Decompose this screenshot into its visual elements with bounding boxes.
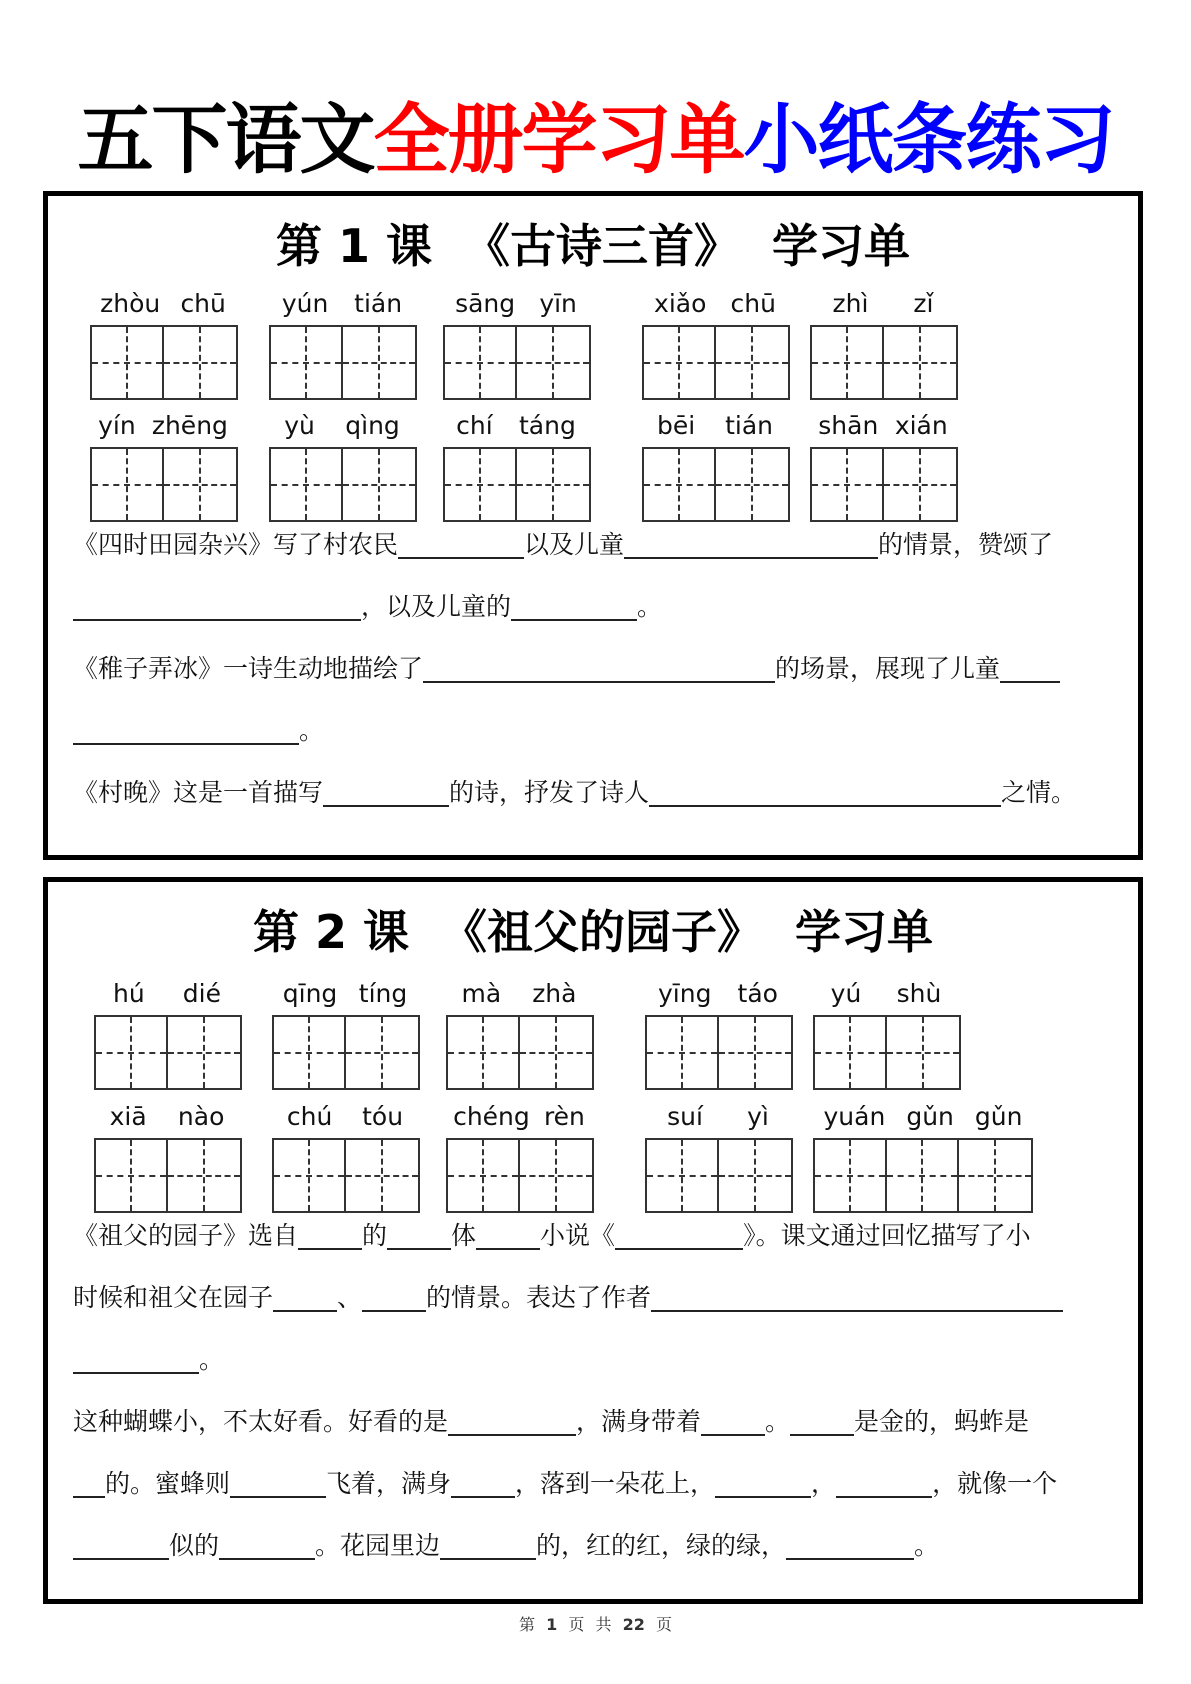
fill-in-sentence: 时候和祖父在园子 、 的情景。表达了作者 bbox=[73, 1267, 1118, 1329]
writing-grid[interactable] bbox=[810, 447, 958, 522]
title-part-worksheet: 全册学习单 bbox=[373, 95, 744, 184]
pinyin-label: zhì zǐ bbox=[832, 289, 934, 318]
answer-blank[interactable] bbox=[273, 1282, 337, 1312]
fill-in-sentence: 似的 。花园里边 的，红的红，绿的绿， 。 bbox=[73, 1515, 1118, 1577]
answer-blank[interactable] bbox=[73, 715, 299, 745]
pinyin-label: yún tián bbox=[281, 289, 403, 318]
answer-blank[interactable] bbox=[649, 777, 1001, 807]
writing-grid[interactable] bbox=[446, 1138, 594, 1213]
answer-blank[interactable] bbox=[362, 1282, 426, 1312]
answer-blank[interactable] bbox=[701, 1406, 765, 1436]
fill-in-sentence: 《祖父的园子》选自 的 体 小说《 》。课文通过回忆描写了小 bbox=[73, 1221, 1031, 1250]
title-part-practice: 小纸条练习 bbox=[743, 95, 1114, 184]
writing-grid[interactable] bbox=[810, 325, 958, 400]
pinyin-label: yín zhēng bbox=[98, 411, 228, 440]
answer-blank[interactable] bbox=[230, 1468, 326, 1498]
pinyin-label: chí táng bbox=[456, 411, 576, 440]
writing-grid[interactable] bbox=[813, 1138, 1033, 1213]
fill-in-sentence: 《村晚》这是一首描写 的诗，抒发了诗人 之情。 bbox=[73, 778, 1077, 807]
answer-blank[interactable] bbox=[73, 1344, 199, 1374]
writing-grid[interactable] bbox=[645, 1138, 793, 1213]
pinyin-label: mà zhà bbox=[461, 979, 577, 1008]
answer-blank[interactable] bbox=[73, 1468, 105, 1498]
answer-blank[interactable] bbox=[323, 777, 449, 807]
pinyin-label: xiǎo chū bbox=[654, 289, 776, 318]
lesson-1-title: 第 1 课 《古诗三首》 学习单 bbox=[275, 219, 911, 273]
current-page: 1 bbox=[546, 1615, 558, 1634]
page-title bbox=[0, 92, 1191, 188]
pinyin-label: hú dié bbox=[113, 979, 221, 1008]
answer-blank[interactable] bbox=[73, 1530, 169, 1560]
writing-grid[interactable] bbox=[269, 447, 417, 522]
answer-blank[interactable] bbox=[615, 1220, 743, 1250]
answer-blank[interactable] bbox=[1000, 653, 1060, 683]
writing-grid[interactable] bbox=[645, 1015, 793, 1090]
answer-blank[interactable] bbox=[448, 1406, 576, 1436]
lesson-2-title: 第 2 课 《祖父的园子》 学习单 bbox=[252, 905, 934, 959]
pinyin-label: chú tóu bbox=[286, 1102, 404, 1131]
writing-grid[interactable] bbox=[642, 447, 790, 522]
answer-blank[interactable] bbox=[786, 1530, 914, 1560]
fill-in-sentence: 。 bbox=[73, 700, 1118, 762]
answer-blank[interactable] bbox=[219, 1530, 315, 1560]
writing-grid[interactable] bbox=[94, 1015, 242, 1090]
pinyin-label: chéng rèn bbox=[453, 1102, 585, 1131]
writing-grid[interactable] bbox=[94, 1138, 242, 1213]
writing-grid[interactable] bbox=[272, 1015, 420, 1090]
lesson-2-card bbox=[43, 877, 1143, 1604]
writing-grid[interactable] bbox=[90, 325, 238, 400]
pinyin-label: suí yì bbox=[667, 1102, 769, 1131]
writing-grid[interactable] bbox=[90, 447, 238, 522]
fill-in-sentence: 的。蜜蜂则 飞着，满身 ，落到一朵花上， ， ，就像一个 bbox=[73, 1453, 1118, 1515]
writing-grid[interactable] bbox=[269, 325, 417, 400]
pinyin-label: yīng táo bbox=[658, 979, 778, 1008]
pinyin-label: yú shù bbox=[830, 979, 942, 1008]
fill-in-sentence: 这种蝴蝶小，不太好看。好看的是 ，满身带着 。 是金的，蚂蚱是 bbox=[73, 1407, 1030, 1436]
answer-blank[interactable] bbox=[476, 1220, 540, 1250]
pinyin-label: yù qìng bbox=[284, 411, 400, 440]
answer-blank[interactable] bbox=[451, 1468, 515, 1498]
answer-blank[interactable] bbox=[511, 591, 637, 621]
total-pages: 22 bbox=[622, 1615, 645, 1634]
pinyin-label: yuán gǔn gǔn bbox=[823, 1102, 1023, 1131]
fill-in-sentence: ，以及儿童的 。 bbox=[73, 576, 1118, 638]
answer-blank[interactable] bbox=[651, 1282, 1063, 1312]
writing-grid[interactable] bbox=[446, 1015, 594, 1090]
answer-blank[interactable] bbox=[298, 1220, 362, 1250]
pinyin-label: bēi tián bbox=[656, 411, 774, 440]
writing-grid[interactable] bbox=[443, 325, 591, 400]
pinyin-label: shān xián bbox=[818, 411, 948, 440]
answer-blank[interactable] bbox=[423, 653, 775, 683]
answer-blank[interactable] bbox=[73, 591, 361, 621]
answer-blank[interactable] bbox=[715, 1468, 811, 1498]
writing-grid[interactable] bbox=[272, 1138, 420, 1213]
writing-grid[interactable] bbox=[813, 1015, 961, 1090]
writing-grid[interactable] bbox=[443, 447, 591, 522]
title-part-grade: 五下语文 bbox=[77, 95, 374, 184]
answer-blank[interactable] bbox=[836, 1468, 932, 1498]
answer-blank[interactable] bbox=[398, 529, 524, 559]
writing-grid[interactable] bbox=[642, 325, 790, 400]
page-footer: 第 1 页 共 22 页 bbox=[519, 1615, 672, 1634]
pinyin-label: zhòu chū bbox=[100, 289, 226, 318]
fill-in-sentence: 《稚子弄冰》一诗生动地描绘了 的场景，展现了儿童 bbox=[73, 638, 1118, 700]
answer-blank[interactable] bbox=[790, 1406, 854, 1436]
fill-in-sentence: 《四时田园杂兴》写了村农民 以及儿童 的情景，赞颂了 bbox=[73, 530, 1054, 559]
answer-blank[interactable] bbox=[624, 529, 878, 559]
fill-in-sentence: 。 bbox=[73, 1329, 1118, 1391]
lesson-1-card bbox=[43, 191, 1143, 860]
pinyin-label: xiā nào bbox=[109, 1102, 225, 1131]
pinyin-label: sāng yīn bbox=[455, 289, 577, 318]
answer-blank[interactable] bbox=[387, 1220, 451, 1250]
answer-blank[interactable] bbox=[440, 1530, 536, 1560]
pinyin-label: qīng tíng bbox=[282, 979, 408, 1008]
